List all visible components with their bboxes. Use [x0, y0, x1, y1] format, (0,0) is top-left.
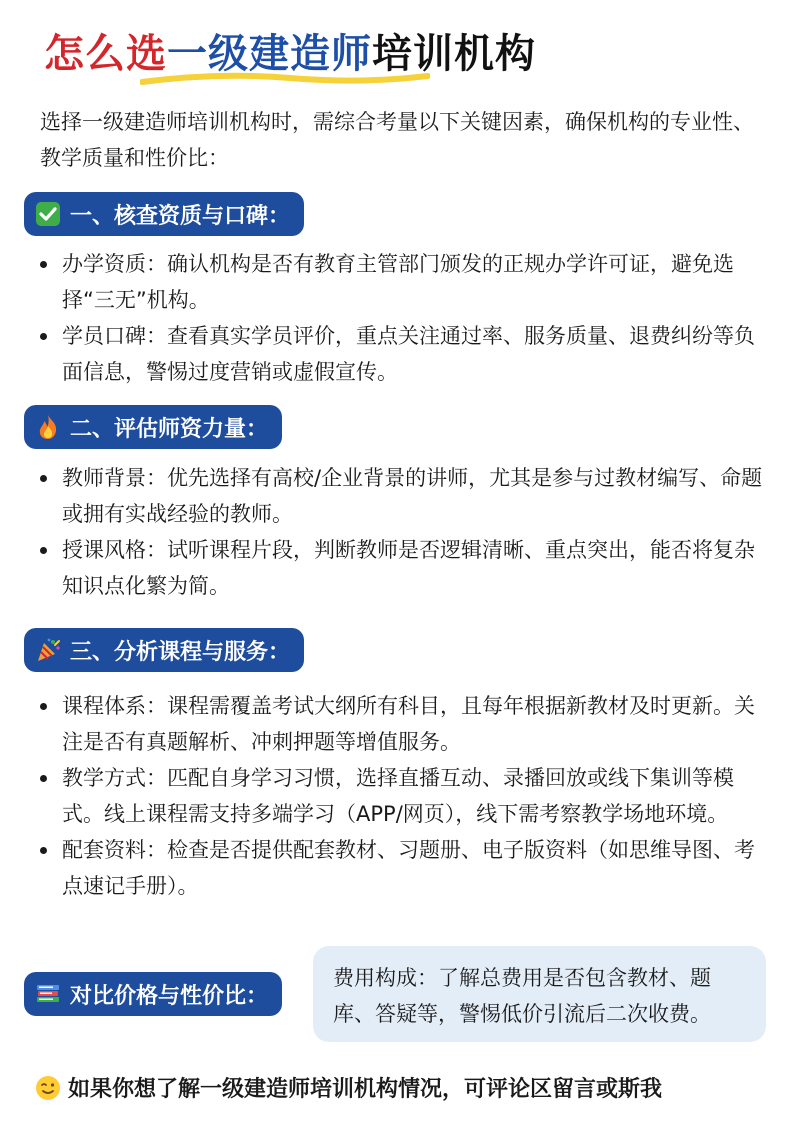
fire-icon [34, 413, 62, 441]
section-heading: 对比价格与性价比： [70, 983, 269, 1009]
section-header-qualification [24, 192, 304, 236]
party-popper-icon [34, 636, 62, 664]
intro-paragraph: 选择一级建造师培训机构时，需综合考量以下关键因素，确保机构的专业性、教学质量和性价比： [40, 110, 754, 170]
section-header-teachers [24, 405, 282, 449]
check-mark-icon [34, 200, 62, 228]
footer-text: 如果你想了解一级建造师培训机构情况，可评论区留言或斯我 [68, 1077, 663, 1102]
list-item: 学员口碑：查看真实学员评价，重点关注通过率、服务质量、退费纠纷等负面信息，警惕过度营销或虚假宣传。 [36, 318, 766, 390]
section-header-courses [24, 628, 304, 672]
price-note-box: 费用构成：了解总费用是否包含教材、题库、答疑等，警惕低价引流后二次收费。 [313, 946, 766, 1042]
section-heading: 二、评估师资力量： [70, 416, 269, 442]
list-item: 授课风格：试听课程片段，判断教师是否逻辑清晰、重点突出，能否将复杂知识点化繁为简。 [36, 532, 766, 604]
winking-face-icon [34, 1074, 62, 1102]
title-part-black: 培训机构 [372, 31, 536, 77]
footer-cta [34, 1072, 774, 1103]
list-item: 教学方式：匹配自身学习习惯，选择直播互动、录播回放或线下集训等模式。线上课程需支持多端学习（APP/网页），线下需考察教学场地环境。 [36, 760, 766, 832]
section-heading: 一、核查资质与口碑： [70, 203, 291, 229]
section-2-list [36, 460, 766, 604]
title-underline-decoration [140, 70, 430, 88]
books-icon [34, 980, 62, 1008]
list-item: 课程体系：课程需覆盖考试大纲所有科目，且每年根据新教材及时更新。关注是否有真题解析、冲刺押题等增值服务。 [36, 688, 766, 760]
title-part-blue: 一级建造师 [167, 31, 372, 77]
list-item: 教师背景：优先选择有高校/企业背景的讲师，尤其是参与过教材编写、命题或拥有实战经验的教师。 [36, 460, 766, 532]
list-item: 办学资质：确认机构是否有教育主管部门颁发的正规办学许可证，避免选择“三无”机构。 [36, 246, 766, 318]
section-3-list [36, 688, 766, 904]
section-heading: 三、分析课程与服务： [70, 639, 291, 665]
title-part-red: 怎么选 [44, 31, 167, 77]
section-1-list [36, 246, 766, 390]
list-item: 配套资料：检查是否提供配套教材、习题册、电子版资料（如思维导图、考点速记手册）。 [36, 832, 766, 904]
section-header-price [24, 972, 282, 1016]
